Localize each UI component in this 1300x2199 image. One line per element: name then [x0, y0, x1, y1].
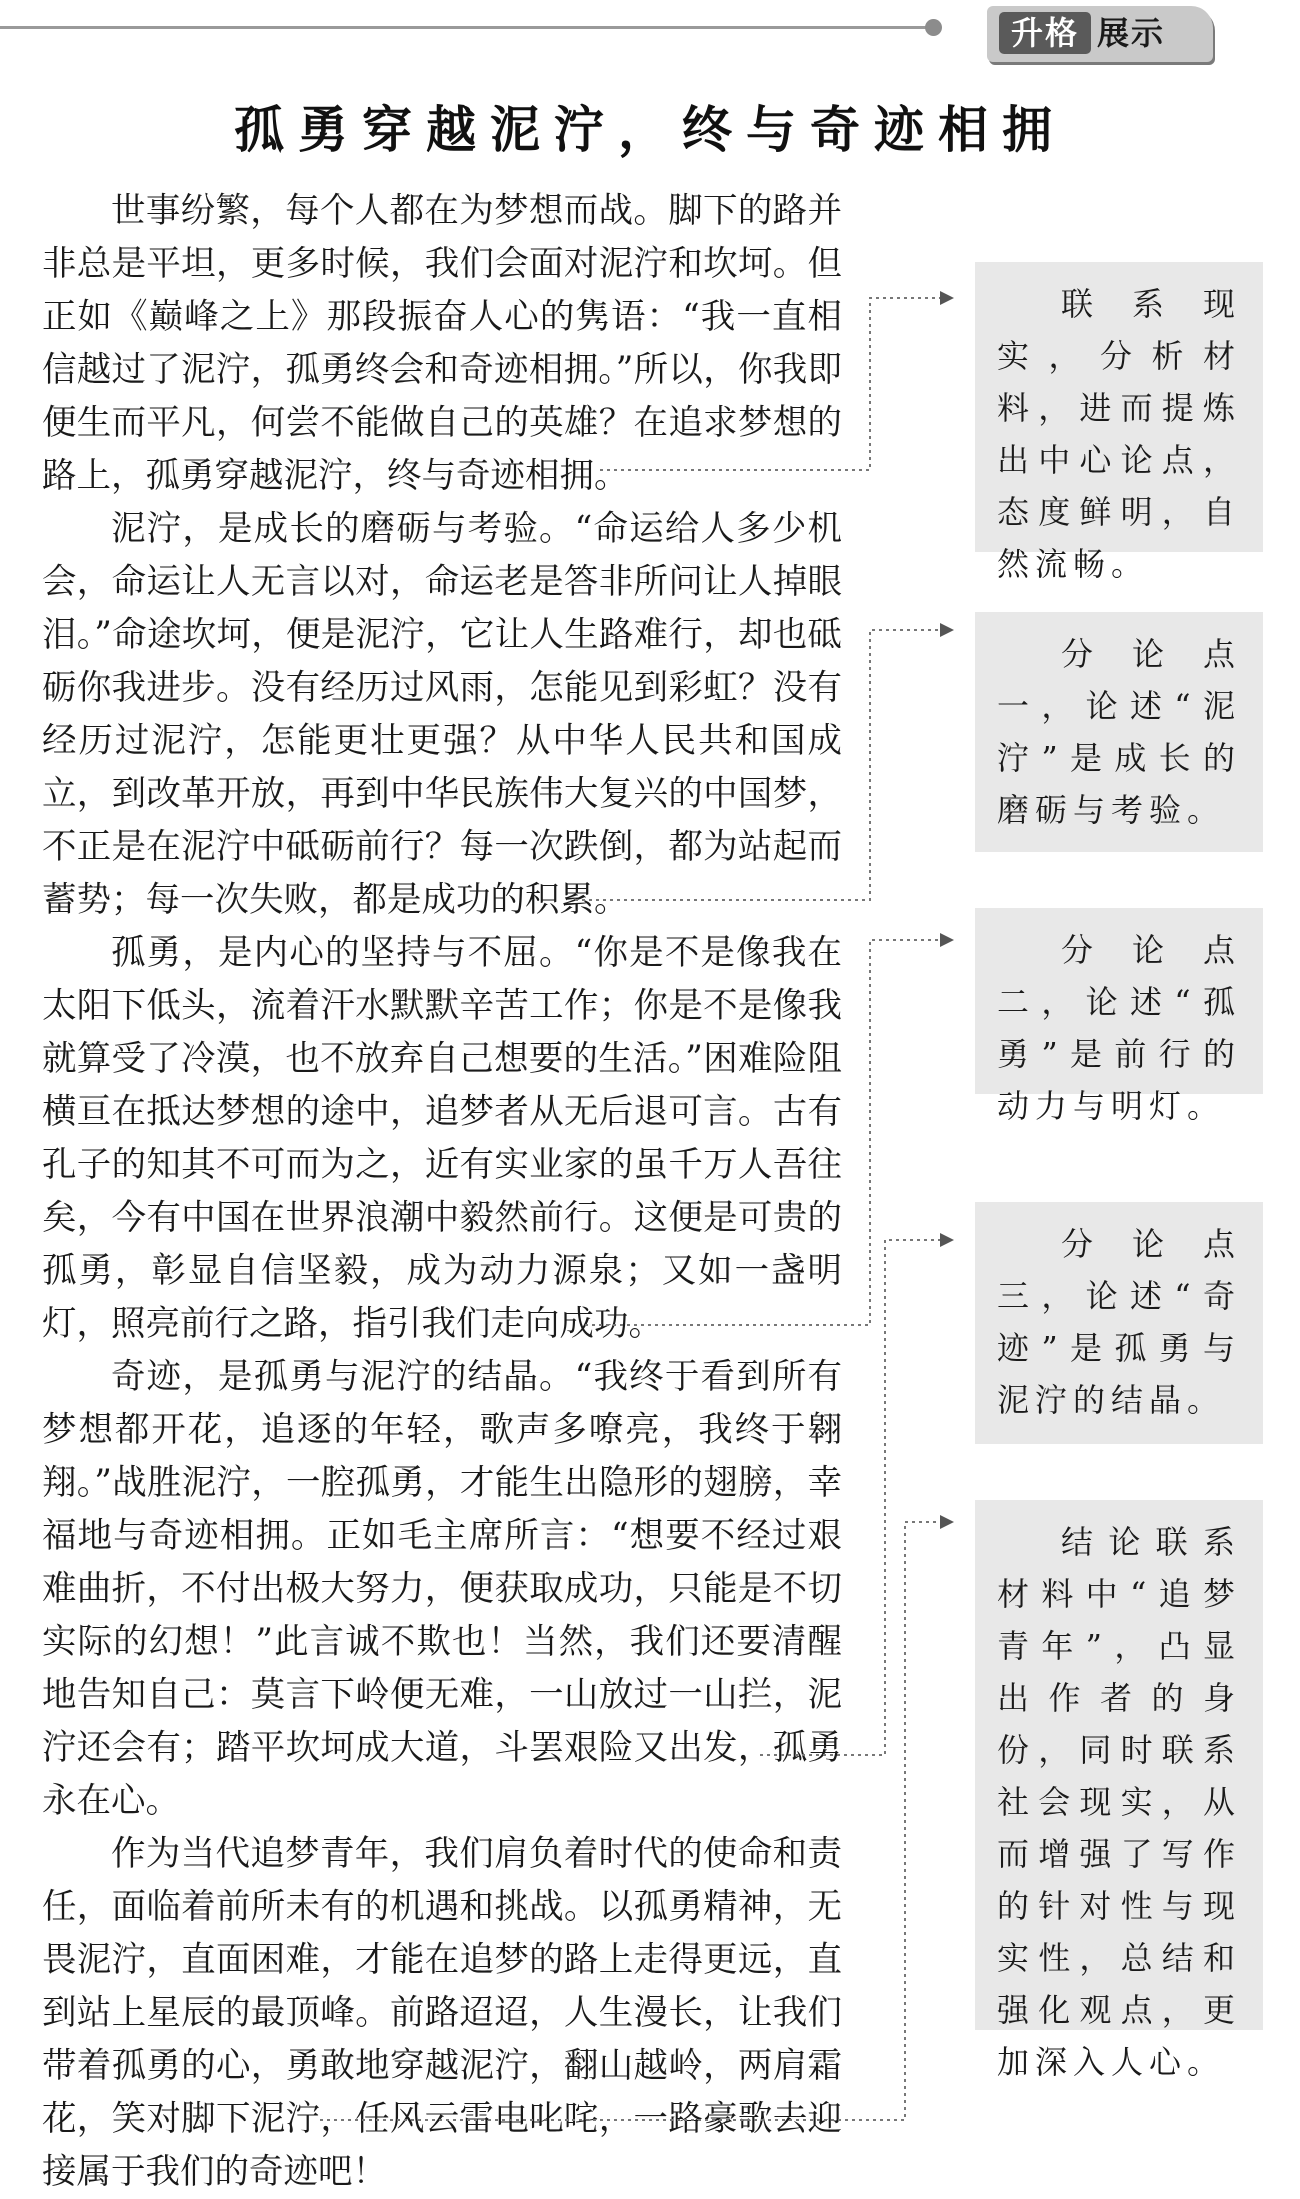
annotation-text-5: 结论联系材料中“追梦青年”，凸显出作者的身份，同时联系社会现实，从而增强了写作的针对性与现实性，总结和强化观点，更加深入人心。 — [997, 1523, 1241, 2081]
annotation-text-3: 分论点二，论述“孤勇”是前行的动力与明灯。 — [997, 931, 1241, 1125]
header-rule-dot — [925, 19, 942, 36]
essay-paragraph-3: 孤勇，是内心的坚持与不屈。“你是不是像我在太阳下低头，流着汗水默默辛苦工作；你是不是像我就算受了冷漠，也不放弃自己想要的生活。”困难险阻横亘在抵达梦想的途中，追梦者从无后退可言。古有孔子的知其不可而为之，近有实业家的虽千万人吾往矣，今有中国在世界浪潮中毅然前行。这便是可贵的孤勇，彰显自信坚毅，成为动力源泉；又如一盏明灯，照亮前行之路，指引我们走向成功。 — [42, 933, 842, 1344]
annotation-note-1 — [975, 262, 1263, 583]
essay-paragraph-5: 作为当代追梦青年，我们肩负着时代的使命和责任，面临着前所未有的机遇和挑战。以孤勇精神，无畏泥泞，直面困难，才能在追梦的路上走得更远，直到站上星辰的最顶峰。前路迢迢，人生漫长，让我们带着孤勇的心，勇敢地穿越泥泞，翻山越岭，两肩霜花，笑对脚下泥泞，任风云雷电叱咤，一路豪歌去迎接属于我们的奇迹吧！ — [42, 1834, 842, 2192]
section-badge — [987, 6, 1213, 62]
badge-label-display: 展示 — [1097, 14, 1166, 52]
annotation-note-5 — [975, 1500, 1263, 2081]
essay-paragraph-4: 奇迹，是孤勇与泥泞的结晶。“我终于看到所有梦想都开花，追逐的年轻，歌声多嘹亮，我终于翱翔。”战胜泥泞，一腔孤勇，才能生出隐形的翅膀，幸福地与奇迹相拥。正如毛主席所言：“想要不经过艰难曲折，不付出极大努力，便获取成功，只能是不切实际的幻想！”此言诚不欺也！当然，我们还要清醒地告知自己：莫言下岭便无难，一山放过一山拦，泥泞还会有；踏平坎坷成大道，斗罢艰险又出发，孤勇永在心。 — [42, 1357, 842, 1821]
connector-arrow-5 — [940, 1515, 954, 1529]
annotation-note-4 — [975, 1202, 1263, 1444]
essay-body — [42, 185, 842, 2199]
annotation-note-2 — [975, 612, 1263, 852]
annotation-note-3 — [975, 908, 1263, 1125]
essay-paragraph-1: 世事纷繁，每个人都在为梦想而战。脚下的路并非总是平坦，更多时候，我们会面对泥泞和坎坷。但正如《巅峰之上》那段振奋人心的隽语：“我一直相信越过了泥泞，孤勇终会和奇迹相拥。”所以，你我即便生而平凡，何尝不能做自己的英雄？在追求梦想的路上，孤勇穿越泥泞，终与奇迹相拥。 — [42, 191, 842, 496]
annotation-text-4: 分论点三，论述“奇迹”是孤勇与泥泞的结晶。 — [997, 1225, 1241, 1419]
connector-arrow-2 — [940, 623, 954, 637]
connector-arrow-1 — [940, 291, 954, 305]
badge-label-upgrade: 升格 — [999, 12, 1091, 54]
header-rule — [0, 26, 935, 29]
annotation-text-2: 分论点一，论述“泥泞”是成长的磨砺与考验。 — [997, 635, 1241, 829]
connector-arrow-4 — [940, 1233, 954, 1247]
connector-arrow-3 — [940, 933, 954, 947]
essay-paragraph-2: 泥泞，是成长的磨砺与考验。“命运给人多少机会，命运让人无言以对，命运老是答非所问让人掉眼泪。”命途坎坷，便是泥泞，它让人生路难行，却也砥砺你我进步。没有经历过风雨，怎能见到彩虹？没有经历过泥泞，怎能更壮更强？从中华人民共和国成立，到改革开放，再到中华民族伟大复兴的中国梦，不正是在泥泞中砥砺前行？每一次跌倒，都为站起而蓄势；每一次失败，都是成功的积累。 — [42, 509, 842, 920]
annotation-text-1: 联系现实，分析材料，进而提炼出中心论点，态度鲜明，自然流畅。 — [997, 285, 1241, 583]
essay-title: 孤勇穿越泥泞，终与奇迹相拥 — [234, 100, 1066, 159]
